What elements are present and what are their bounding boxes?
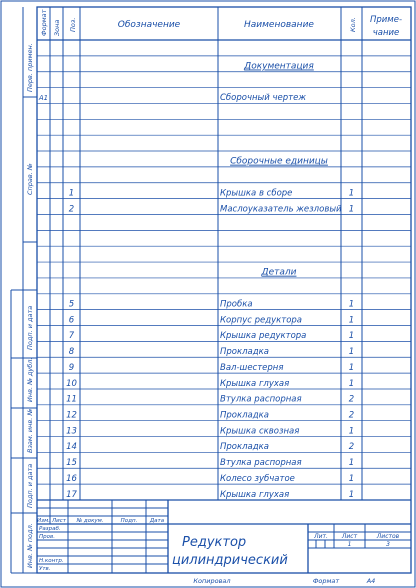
- row-pos: 10: [66, 378, 77, 389]
- row-name: Корпус редуктора: [220, 315, 303, 326]
- title-razrab: Разраб.: [39, 526, 61, 532]
- row-pos: 5: [68, 299, 75, 310]
- row-pos: 1: [68, 188, 75, 199]
- row-pos: 12: [66, 410, 77, 421]
- row-qty: 1: [348, 473, 355, 484]
- header-note-line2: чание: [372, 28, 400, 38]
- header-designation: Обозначение: [117, 20, 181, 30]
- header-pos: Поз.: [69, 17, 77, 32]
- row-name: Крышка сквозная: [220, 426, 300, 437]
- row-pos: 11: [66, 394, 77, 405]
- row-pos: 14: [66, 442, 77, 453]
- row-pos: 9: [68, 362, 75, 373]
- row-name: Втулка распорная: [220, 394, 302, 405]
- title-izm: Изм.: [37, 518, 50, 524]
- title-sheet-value: 1: [347, 541, 352, 548]
- title-lit: Лит.: [314, 533, 328, 540]
- side-label-podp-data-2: Подп. и дата: [26, 463, 34, 508]
- row-qty: 2: [348, 442, 355, 453]
- title-utv: Утв.: [39, 566, 51, 572]
- row-qty: 1: [348, 489, 355, 500]
- title-doc-no: № докум.: [76, 518, 104, 524]
- document-title-line2: цилиндрический: [172, 553, 288, 568]
- row-qty: 1: [348, 299, 355, 310]
- row-name: Вал-шестерня: [220, 362, 284, 373]
- row-qty: 1: [348, 426, 355, 437]
- table-vertical-lines: [50, 7, 362, 500]
- row-qty: 1: [348, 188, 355, 199]
- title-data: Дата: [149, 518, 165, 524]
- row-name: Пробка: [220, 299, 253, 310]
- title-list: Лист: [52, 518, 66, 524]
- header-name: Наименование: [244, 20, 314, 30]
- document-title-line1: Редуктор: [182, 535, 247, 550]
- drawing-frame: [37, 7, 411, 573]
- row-qty: 2: [348, 394, 355, 405]
- row-content: [38, 62, 354, 500]
- side-label-inv-dubl: Инв. № дубл.: [26, 357, 34, 402]
- row-name: Крышка глухая: [220, 378, 290, 389]
- row-format: А1: [38, 94, 49, 103]
- row-qty: 1: [348, 347, 355, 358]
- row-qty: 1: [348, 204, 355, 215]
- row-name: Крышка редуктора: [220, 331, 307, 342]
- section-heading: Детали: [261, 267, 297, 278]
- row-name: Сборочный чертеж: [220, 93, 306, 104]
- row-qty: 1: [348, 315, 355, 326]
- side-label-inv-podl: Инв. № подл.: [26, 523, 34, 568]
- title-n-kontr: Н.контр.: [39, 558, 64, 564]
- title-sheet: Лист: [341, 533, 358, 540]
- section-heading: Сборочные единицы: [230, 156, 328, 167]
- row-name: Прокладка: [220, 347, 269, 358]
- row-name: Втулка распорная: [220, 458, 302, 469]
- row-qty: 1: [348, 378, 355, 389]
- side-label-sprav-no: Справ. №: [26, 163, 34, 195]
- side-label-podp-data-1: Подп. и дата: [26, 305, 34, 350]
- row-qty: 1: [348, 458, 355, 469]
- row-pos: 6: [68, 315, 75, 326]
- row-pos: 15: [66, 458, 77, 469]
- row-pos: 2: [68, 204, 75, 215]
- side-label-vzam-inv: Взам. инв. №: [26, 408, 34, 453]
- title-sheets-value: 3: [386, 541, 390, 548]
- row-pos: 17: [66, 489, 77, 500]
- header-qty: Кол.: [349, 17, 357, 32]
- title-sheets: Листов: [376, 533, 400, 540]
- section-heading: Документация: [244, 61, 314, 72]
- row-pos: 13: [66, 426, 77, 437]
- row-name: Колесо зубчатое: [220, 473, 295, 484]
- row-pos: 7: [68, 331, 75, 342]
- title-prov: Пров.: [39, 534, 55, 540]
- row-pos: 16: [66, 473, 77, 484]
- header-note-line1: Приме-: [369, 15, 403, 25]
- row-qty: 1: [348, 331, 355, 342]
- row-qty: 2: [348, 410, 355, 421]
- row-name: Прокладка: [220, 442, 269, 453]
- row-name: Прокладка: [220, 410, 269, 421]
- header-zone: Зона: [53, 19, 61, 36]
- footer-copied: Копировал: [193, 577, 231, 585]
- row-pos: 8: [68, 347, 75, 358]
- header-format: Формат: [40, 9, 48, 36]
- title-podp: Подп.: [120, 518, 138, 524]
- side-label-perv-primen: Перв. примен.: [26, 43, 34, 92]
- footer-format-label: Формат: [312, 577, 340, 585]
- row-name: Крышка глухая: [220, 489, 290, 500]
- row-name: Маслоуказатель жезловый: [220, 204, 342, 215]
- footer-format-value: А4: [366, 577, 376, 585]
- row-name: Крышка в сборе: [220, 188, 293, 199]
- row-qty: 1: [348, 362, 355, 373]
